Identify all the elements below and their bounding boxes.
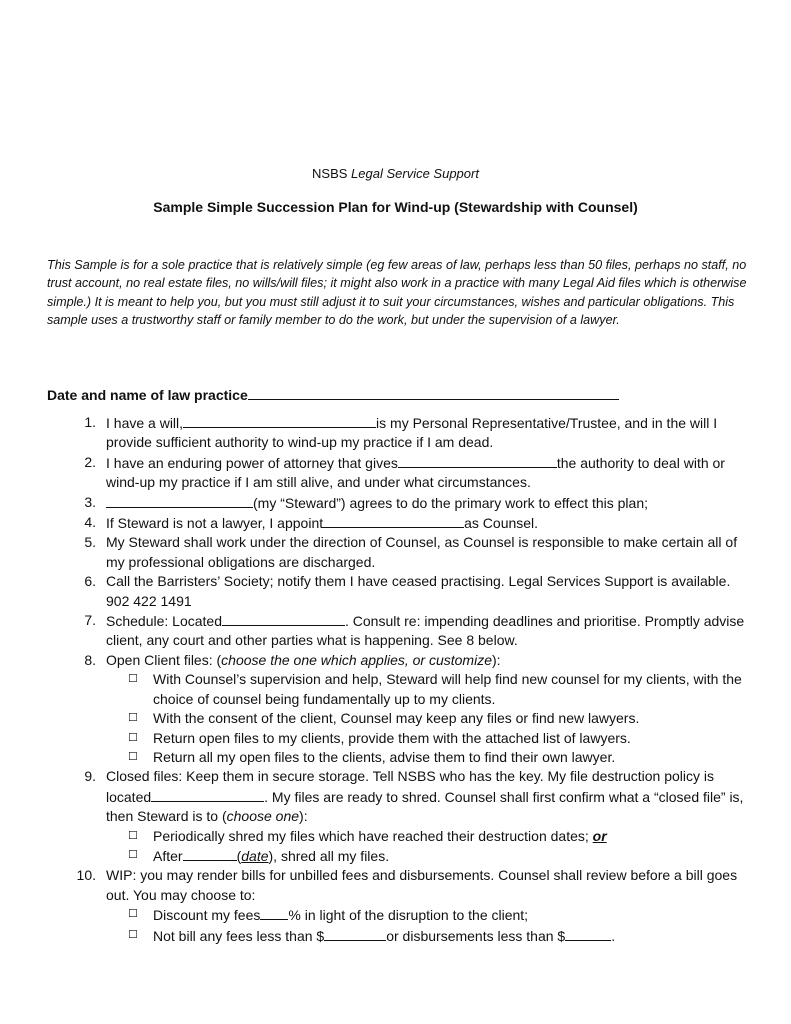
item-text: is my Personal Representative/Trustee, and in the will I provide sufficient authority to wind-up my practice if I am dead. (106, 415, 718, 451)
item-text: . My files are ready to shred. Counsel shall first confirm what a “closed file” is, then Steward is to ( (106, 788, 744, 825)
sub-option-text: Not bill any fees less than $ (153, 927, 325, 944)
item-text: the authority to deal with or wind-up my practice if I am still alive, and under what circumstances. (106, 454, 725, 491)
item-number: 3. (84, 493, 96, 510)
sub-option-text: Discount my fees (153, 907, 261, 924)
sub-option-text: . (611, 927, 616, 944)
checkbox-icon[interactable]: ☐ (128, 829, 138, 842)
shred-date-blank[interactable] (183, 846, 237, 861)
item-number: 10. (76, 867, 96, 884)
item-number: 5. (84, 534, 96, 551)
item-text: I have a will, (106, 415, 184, 431)
item-number: 6. (84, 573, 96, 590)
or-emphasis: or (592, 827, 607, 844)
intro-paragraph: This Sample is for a sole practice that is relatively simple (eg few areas of law, perhaps less than 50 files, perhaps no staff, no trust account, no real estate files, no wills/will files; it might also work in a practice with many Legal Aid files which is otherwise simple.) It is meant to help you, but you must still adjust it to suit your circumstances, wishes and particular obligations. This sample uses a trustworthy staff or family member to do the work, but under the supervision of a lawyer. (47, 258, 747, 328)
checkbox-icon[interactable]: ☐ (128, 908, 138, 921)
sub-option-text: , shred all my files. (273, 847, 390, 864)
item-text: (my “Steward”) agrees to do the primary work to effect this plan; (253, 494, 649, 511)
list-item (0, 651, 791, 670)
sub-option-text: After (153, 847, 183, 864)
sub-option-text: With Counsel’s supervision and help, Steward will help find new counsel for my clients, with the choice of counsel being fundamentally up to my clients. (153, 671, 742, 707)
document-title: Sample Simple Succession Plan for Wind-up (Stewardship with Counsel) (153, 199, 638, 215)
checkbox-icon[interactable]: ☐ (128, 731, 138, 744)
checkbox-icon[interactable]: ☐ (128, 848, 138, 861)
sub-option-text: % in light of the disruption to the client; (288, 907, 529, 924)
item-emphasis: choose the one which applies, or customize (221, 651, 492, 668)
item-number: 8. (84, 651, 96, 668)
schedule-location-blank[interactable] (222, 611, 345, 626)
item-text: My Steward shall work under the direction of Counsel, as Counsel is responsible to make certain all of my professional obligations are discharged. (106, 534, 738, 570)
item-text: WIP: you may render bills for unbilled fees and disbursements. Counsel shall review before a bill goes out. You may choose to: (106, 867, 738, 903)
item-number: 9. (84, 768, 96, 785)
item-text: ): (299, 808, 308, 825)
item-number: 4. (84, 514, 96, 531)
list-item (0, 533, 791, 572)
list-item (0, 611, 791, 651)
item-text: Schedule: Located (106, 613, 222, 630)
discount-percent-blank[interactable] (260, 905, 288, 920)
disbursement-threshold-blank[interactable] (565, 926, 611, 941)
list-item (0, 413, 791, 453)
item-text: . Consult re: impending deadlines and prioritise. Promptly advise client, any court and other parties what is happening. See 8 below. (106, 613, 745, 649)
date-practice-label: Date and name of law practice (47, 387, 248, 403)
trustee-blank[interactable] (183, 413, 376, 428)
sub-option (0, 827, 791, 846)
sub-option (0, 905, 791, 925)
item-text: Closed files: Keep them in secure storage. Tell NSBS who has the key. My file destruction policy is located (106, 768, 714, 805)
attorney-blank[interactable] (398, 453, 557, 468)
date-emphasis: date (241, 847, 269, 864)
sub-option (0, 926, 791, 946)
item-number: 2. (84, 453, 96, 470)
checkbox-icon[interactable]: ☐ (128, 750, 138, 763)
item-emphasis: choose one (226, 808, 300, 825)
list-item (0, 767, 791, 826)
sub-option-text: or disbursements less than $ (386, 927, 566, 944)
list-item (0, 453, 791, 493)
date-practice-blank[interactable] (248, 385, 619, 400)
list-item (0, 493, 791, 513)
destruction-policy-blank[interactable] (151, 787, 264, 802)
checkbox-icon[interactable]: ☐ (128, 712, 138, 725)
header-dept: Legal Service Support (351, 166, 479, 181)
sub-option-text: Return open files to my clients, provide them with the attached list of lawyers. (153, 729, 631, 746)
sub-option (0, 709, 791, 728)
item-text: Open Client files: ( (106, 651, 222, 668)
fee-threshold-blank[interactable] (324, 926, 386, 941)
item-text: as Counsel. (464, 515, 539, 532)
sub-option-text: With the consent of the client, Counsel may keep any files or find new lawyers. (153, 710, 640, 727)
date-practice-line (47, 385, 619, 403)
steward-blank[interactable] (106, 493, 253, 508)
sub-option-text: Return all my open files to the clients, advise them to find their own lawyer. (153, 748, 616, 765)
sub-option (0, 729, 791, 748)
item-text: If Steward is not a lawyer, I appoint (106, 515, 324, 532)
sub-option: ☐ After (date), shred all my files. (128, 847, 390, 864)
item-text: ): (492, 651, 501, 668)
list-item (0, 866, 791, 905)
checkbox-icon[interactable]: ☐ (128, 928, 138, 941)
sub-option-text: Periodically shred my files which have reached their destruction dates; (153, 827, 593, 844)
counsel-blank[interactable] (323, 513, 464, 528)
item-number: 7. (84, 612, 96, 629)
plan-list (0, 413, 791, 946)
item-text: Call the Barristers’ Society; notify them I have ceased practising. Legal Services Support is available. 902 422 1491 (106, 573, 731, 609)
checkbox-icon[interactable]: ☐ (128, 673, 138, 686)
list-item (0, 572, 791, 611)
list-item (0, 513, 791, 533)
header-org: NSBS (312, 166, 348, 181)
item-text: I have an enduring power of attorney that gives (106, 454, 398, 471)
sub-option (0, 670, 791, 709)
sub-option (0, 748, 791, 767)
item-number: 1. (84, 414, 96, 430)
document-header (0, 166, 791, 181)
